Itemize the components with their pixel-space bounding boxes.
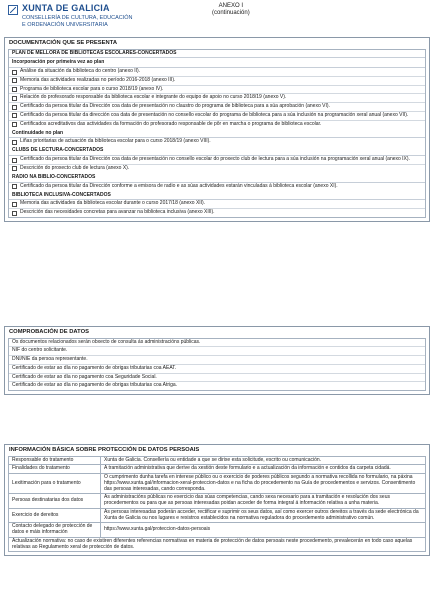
data-protection-table [8, 456, 426, 553]
data-protection-value: https://www.xunta.gal/proteccion-datos-persoais [101, 523, 426, 538]
first-time-label: Incorporación por primeira vez ao plan [9, 58, 425, 68]
data-protection-value: Xunta de Galicia. Consellería ou entidade a que se dirixe esta solicitude, escrito ou comunicación. [101, 456, 426, 465]
first-time-item-label: Programa de biblioteca escolar para o curso 2018/19 (anexo IV). [20, 85, 164, 92]
checkbox[interactable] [12, 158, 17, 163]
first-time-item-label: Relación do profesorado responsable da biblioteca escolar e integrante do equipo de apoio no curso 2018/19 (anexo V). [20, 94, 287, 101]
continuity-label: Continuidade no plan [9, 129, 425, 139]
xunta-logo-icon [8, 5, 18, 15]
data-protection-label: Exercicio de dereitos [9, 508, 101, 523]
checkbox[interactable] [12, 122, 17, 127]
data-check-item: Certificado de estar ao día no pagamento coa Seguridade Social. [9, 374, 425, 383]
data-protection-row [9, 456, 426, 465]
first-time-item [9, 77, 425, 86]
checkbox[interactable] [12, 166, 17, 171]
radio-heading: RADIO NA BIBLIO-CONCERTADOS [9, 173, 425, 183]
inclusive-item-label: Memoria das actividades da biblioteca escolar durante o curso 2017/18 (anexo XII). [20, 200, 206, 207]
data-check-title: COMPROBACIÓN DE DATOS [9, 329, 89, 335]
continuity-item-label: Liñas prioritarias de actuación da biblioteca escolar para o curso 2018/19 (anexo VIII). [20, 138, 211, 145]
first-time-item-label: Certificados acreditativos das actividades da formación do profesorado responsable de pôr en marcha o programa de biblioteca escolar. [20, 120, 322, 127]
data-check-item: NIF do centro solicitante. [9, 347, 425, 356]
data-protection-row [9, 508, 426, 523]
org-name: XUNTA DE GALICIA [22, 3, 110, 13]
checkbox[interactable] [12, 113, 17, 118]
checkbox[interactable] [12, 96, 17, 101]
continuity-item [9, 138, 425, 146]
data-protection-label: Contacto delegado de protección de datos e máis información [9, 523, 101, 538]
checkbox[interactable] [12, 70, 17, 75]
checkbox[interactable] [12, 184, 17, 189]
annex-label [212, 3, 250, 17]
clubs-item-label: Certificado da persoa titular da Dirección coa data de presentación no consello escolar do proxecto club de lectura para a súa inclusión na programación xeral anual (anexo IX). [20, 156, 410, 163]
inclusive-heading: BIBLIOTECA INCLUSIVA-CONCERTADOS [9, 191, 425, 201]
data-check-panel [4, 326, 430, 395]
checkbox[interactable] [12, 211, 17, 216]
first-time-item [9, 68, 425, 77]
clubs-item-label: Descrición do proxecto club de lectura (anexo X). [20, 164, 130, 171]
checkbox[interactable] [12, 140, 17, 145]
department-name [22, 15, 133, 28]
data-protection-title: INFORMACIÓN BÁSICA SOBRE PROTECCIÓN DE DATOS PERSOAIS [9, 447, 200, 453]
documentation-list [8, 49, 426, 219]
first-time-item [9, 94, 425, 103]
annex-title: ANEXO I [218, 3, 244, 9]
documentation-title: DOCUMENTACIÓN QUE SE PRESENTA [9, 40, 118, 46]
data-protection-row [9, 465, 426, 474]
normative-note-row [9, 537, 426, 552]
normative-note: Actualización normativa: no caso de existiren diferentes referencias normativas en materia de protección de datos persoais neste procedemento, prevalecerán en todo caso aquelas relativas ao Regulamento xeral de protección de datos. [9, 537, 426, 552]
data-check-list [8, 338, 426, 392]
plan-heading: PLAN DE MELLORA DE BIBLIOTECAS ESCOLARES-CONCERTADOS [9, 50, 425, 59]
data-check-item: DNI/NIE da persoa representante. [9, 356, 425, 365]
data-protection-panel [4, 444, 430, 556]
data-protection-value: O cumprimento dunha tarefa en interese público ou o exercicio de poderes públicos segundo a normativa recollida no formulario, na páxina https://www.xunta.gal/informacion-xeral-proteccion-datos e na ficha do procedemento na Guía de procedementos e servizos. Consentimento das persoas interesadas, cando corresponda. [101, 474, 426, 494]
clubs-heading: CLUBS DE LECTURA-CONCERTADOS [9, 146, 425, 156]
data-protection-value: As administracións públicas no exercicio das súas competencias, cando sexa necesario para a tramitación e resolución dos seus procedementos ou para que as persoas interesadas poidan acceder de forma integral á información relativa a unha materia. [101, 494, 426, 509]
data-check-item: Certificado de estar ao día no pagamento de obrigas tributarias coa AEAT. [9, 365, 425, 374]
annex-subtitle: (continuación) [212, 10, 250, 17]
department-line-1: CONSELLERÍA DE CULTURA, EDUCACIÓN [22, 15, 133, 21]
radio-item [9, 183, 425, 191]
first-time-item-label: Certificado da persoa titular da Dirección coa data de presentación no claustro do programa de biblioteca para a súa aprobación (anexo VI). [20, 103, 330, 110]
first-time-item-label: Memoria das actividades realizadas no período 2016-2018 (anexo III). [20, 76, 176, 83]
data-protection-label: Responsable do tratamento [9, 456, 101, 465]
data-protection-value: As persoas interesadas poderán acceder, rectificar e suprimir os seus datos, así como exercer outros dereitos a través da sede electrónica da Xunta de Galicia ou nos lugares e rexistros establecidos na normativa reguladora do procedemento administrativo común. [101, 508, 426, 523]
data-protection-table-wrap [8, 456, 426, 553]
page-header [4, 2, 430, 36]
data-protection-value: A tramitación administrativa que derive da xestión deste formulario e a actualización da información e contidos da carpeta cidadá. [101, 465, 426, 474]
first-time-item [9, 112, 425, 121]
data-protection-row [9, 523, 426, 538]
data-check-intro: Os documentos relacionados serán obxecto de consulta ás administracións públicas. [9, 339, 425, 348]
radio-item-label: Certificado da persoa titular da Dirección conforme a emisora de radio e as súas actividades estarán vinculadas á biblioteca escolar (anexo XI). [20, 182, 338, 189]
data-protection-label: Lexitimación para o tratamento [9, 474, 101, 494]
checkbox[interactable] [12, 78, 17, 83]
first-time-item [9, 86, 425, 95]
first-time-item [9, 103, 425, 112]
first-time-item [9, 121, 425, 129]
inclusive-item [9, 200, 425, 209]
inclusive-item-label: Descrición das necesidades concretas para avanzar na biblioteca inclusiva (anexo XIII). [20, 209, 215, 216]
checkbox[interactable] [12, 105, 17, 110]
checkbox[interactable] [12, 202, 17, 207]
checkbox[interactable] [12, 87, 17, 92]
data-protection-label: Persoas destinatarias dos datos [9, 494, 101, 509]
data-protection-row [9, 474, 426, 494]
inclusive-item [9, 209, 425, 217]
data-check-item: Certificado de estar ao día no pagamento de obrigas tributarias coa Atriga. [12, 382, 178, 389]
first-time-item-label: Análise da situación da biblioteca do centro (anexo II). [20, 68, 141, 75]
first-time-item-label: Certificado da persoa titular da dirección coa data de presentación no consello escolar do programa de biblioteca para a súa inclusión na programación xeral anual (anexo VII). [20, 111, 409, 118]
clubs-item [9, 165, 425, 173]
department-line-2: E ORDENACIÓN UNIVERSITARIA [22, 21, 108, 28]
data-protection-row [9, 494, 426, 509]
documentation-panel [4, 37, 430, 222]
data-protection-label: Finalidades do tratamento [9, 465, 101, 474]
clubs-item [9, 156, 425, 165]
